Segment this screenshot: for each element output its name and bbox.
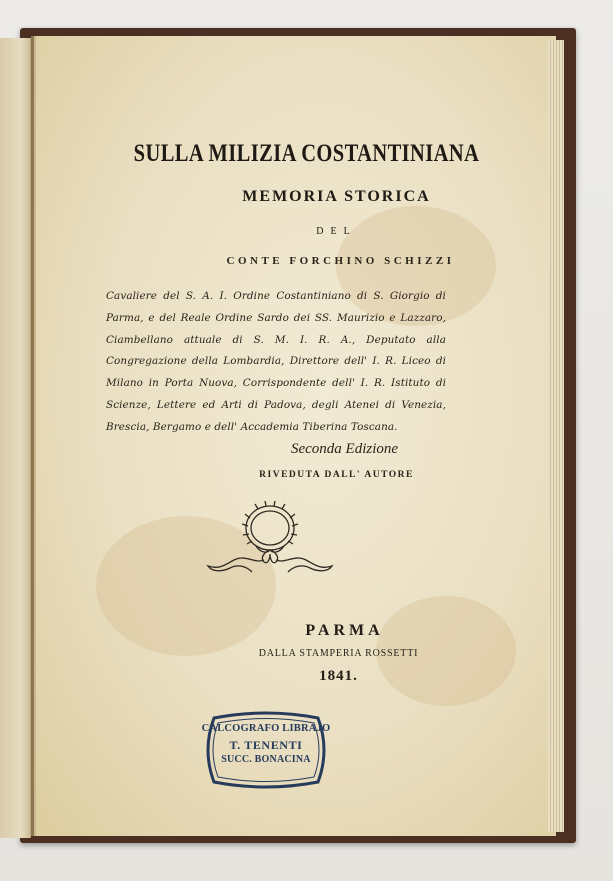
edition-label: Seconda Edizione [290,441,399,457]
revision-note: RIVEDUTA DALL' AUTORE [259,470,414,480]
stamp-line-3: SUCC. BONACINA [221,754,311,765]
bookseller-stamp [200,710,332,790]
stamp-line-2: T. TENENTI [229,738,303,752]
author-credentials: Cavaliere del S. A. I. Ordine Costantiniano di S. Giorgio di Parma, e del Reale Ordine Sardo dei SS. Maurizio e Lazzaro, Ciambellano attuale di S. M. I. R. A., Deputato alla Congregazione della Lombardia, Direttore dell' I. R. Liceo di Milano in Porta Nuova, Corrispondente dell' I. R. Istituto di Scienze, Lettere ed Arti di Padova, degli Atenei di Venezia, Brescia, Bergamo e dell' Accademia Tiberina Toscana. [106,290,446,433]
book-title: SULLA MILIZIA COSTANTINIANA [133,140,480,167]
facing-page [0,38,31,838]
binding [31,36,34,836]
by-line: DEL [316,226,357,237]
publication-year: 1841. [319,668,358,684]
laurel-wreath-ribbon-icon [200,500,340,582]
printer-name: DALLA STAMPERIA ROSSETTI [258,648,419,659]
author-name: CONTE FORCHINO SCHIZZI [226,255,455,267]
stamp-line-1: CALCOGRAFO LIBRAJO [201,723,331,734]
publication-city: PARMA [305,622,384,639]
book-subtitle: MEMORIA STORICA [242,188,431,205]
